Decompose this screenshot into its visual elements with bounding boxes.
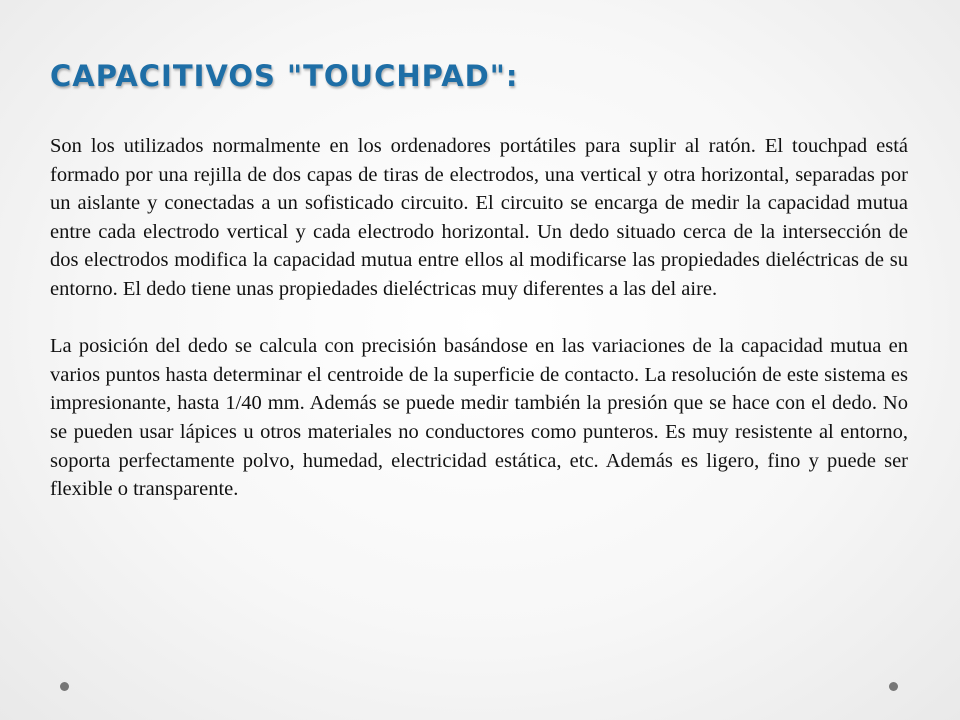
paragraph-2: La posición del dedo se calcula con precisión basándose en las variaciones de la capacidad mutua en varios puntos hasta determinar el centroide de la superficie de contacto. La resolución de este sistema es impresionante, hasta 1/40 mm. Además se puede medir también la presión que se hace con el dedo. No se pueden usar lápices u otros materiales no conductores como punteros. Es muy resistente al entorno, soporta perfectamente polvo, humedad, electricidad estática, etc. Además es ligero, fino y puede ser flexible o transparente. [50, 335, 908, 501]
decorative-dot-right [889, 682, 898, 691]
paragraph-1: Son los utilizados normalmente en los ordenadores portátiles para suplir al ratón. El touchpad está formado por una rejilla de dos capas de tiras de electrodos, una vertical y otra horizontal, separadas por un aislante y conectadas a un sofisticado circuito. El circuito se encarga de medir la capacidad mutua entre cada electrodo vertical y cada electrodo horizontal. Un dedo situado cerca de la intersección de dos electrodos modifica la capacidad mutua entre ellos al modificarse las propiedades dieléctricas de su entorno. El dedo tiene unas propiedades dieléctricas muy diferentes a las del aire. [50, 135, 908, 300]
slide-body [50, 132, 908, 504]
decorative-dot-left [60, 682, 69, 691]
slide-title: CAPACITIVOS "TOUCHPAD": [50, 59, 519, 93]
